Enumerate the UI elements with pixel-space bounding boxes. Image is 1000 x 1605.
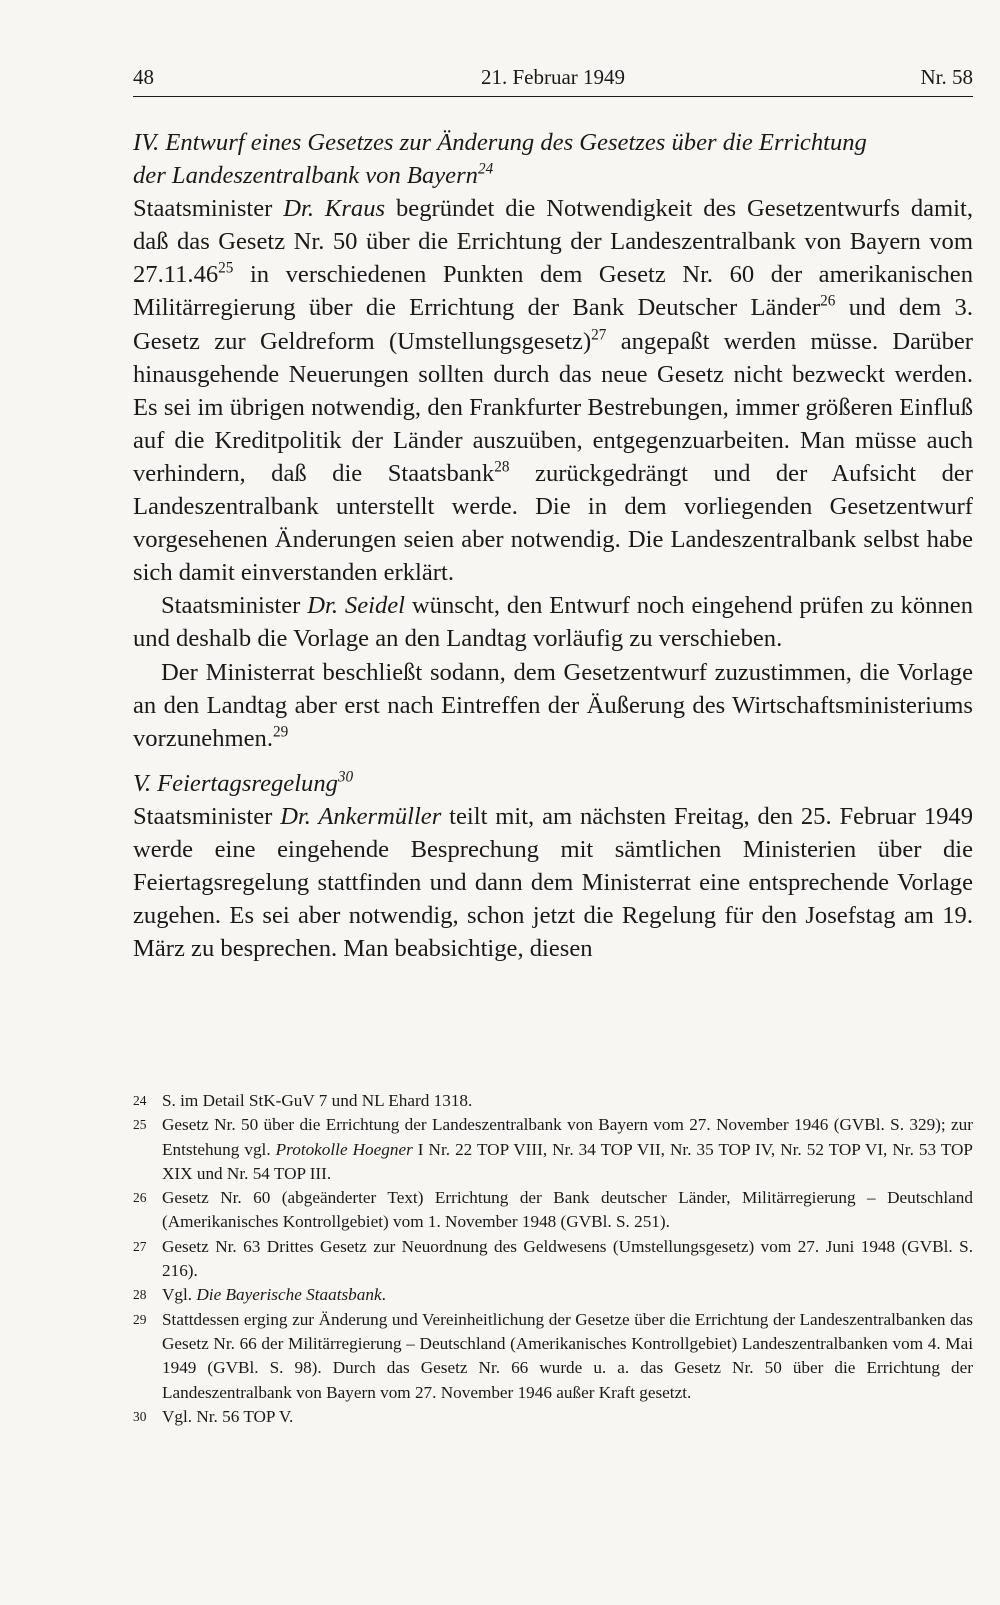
text-run: angepaßt werden müsse. Darüber hinausgehende Neuerungen sollten durch das neue Gesetz nicht bezweckt werden. Es sei im übrigen notwendig, den Frankfurter Bestrebungen, immer größeren Einfluß auf die Kreditpolitik der Länder auszuüben, entgegenzuarbeiten. Man müsse auch verhindern, daß die Staatsbank: [133, 327, 973, 487]
footnotes: [133, 1089, 973, 1429]
text-run: Staatsminister: [133, 195, 284, 223]
footnote-citation-title: Protokolle Hoegner: [275, 1139, 413, 1159]
footnote-24: [133, 1089, 973, 1113]
page-number: 48: [133, 65, 154, 89]
footnote-text: Vgl. Nr. 56 TOP V.: [162, 1406, 294, 1426]
text-run: Der Ministerrat beschließt sodann, dem Gesetzentwurf zuzustimmen, die Vorlage an den Landtag aber erst nach Eintreffen der Äußerung des Wirtschaftsministeriums vorzunehmen.: [133, 658, 973, 752]
footnote-number: 25: [133, 1117, 147, 1133]
minister-name-ankermueller: Dr. Ankermüller: [280, 802, 442, 830]
footnote-ref-24[interactable]: 24: [477, 160, 494, 178]
footnote-30: [133, 1405, 973, 1429]
footnote-number: 28: [133, 1287, 147, 1303]
footnote-number: 27: [133, 1238, 147, 1254]
header-date: 21. Februar 1949: [480, 65, 626, 89]
section-iv-paragraph-1: [133, 192, 973, 589]
footnote-text: Vgl.: [162, 1285, 197, 1305]
text-run: zurückgedrängt und der Aufsicht der Landeszentralbank unterstellt werde. Die in dem vorliegenden Gesetzentwurf vorgesehenen Änderungen seien aber notwendig. Die Landeszentralbank selbst habe sich damit einverstanden erklärt.: [133, 459, 974, 587]
footnote-text: I Nr. 22 TOP VIII, Nr. 34 TOP VII, Nr. 35 TOP IV, Nr. 52 TOP VI, Nr. 53 TOP XIX und Nr. 54 TOP III.: [162, 1139, 973, 1183]
footnote-text: Gesetz Nr. 60 (abgeänderter Text) Errichtung der Bank deutscher Länder, Militärregierung – Deutschland (Amerikanisches Kontrollgebiet) vom 1. November 1948 (GVBl. S. 251).: [162, 1188, 973, 1232]
footnote-number: 30: [133, 1408, 147, 1424]
footnote-ref-30[interactable]: 30: [337, 768, 354, 786]
section-v-heading-text: V. Feiertagsregelung: [133, 769, 338, 797]
text-run: Staatsminister: [133, 802, 281, 830]
minister-name-kraus: Dr. Kraus: [283, 195, 386, 223]
section-iv-paragraph-3: [133, 656, 973, 755]
header-rule: [133, 96, 973, 97]
footnote-number: 26: [133, 1190, 147, 1206]
footnote-number: 29: [133, 1311, 147, 1327]
text-run: in verschiedenen Punkten dem Gesetz Nr. 60 der amerikanischen Militärregierung über die Errichtung der Bank Deutscher Länder: [133, 261, 973, 322]
footnote-text: Gesetz Nr. 63 Drittes Gesetz zur Neuordnung des Geldwesens (Umstellungsgesetz) vom 27. Juni 1948 (GVBl. S. 216).: [162, 1236, 973, 1281]
minister-name-seidel: Dr. Seidel: [307, 592, 405, 620]
text-run: begründet die Notwendigkeit des Gesetzentwurfs damit, daß das Gesetz Nr. 50 über die Errichtung der Landeszentralbank von Bayern vom 27.11.46: [133, 195, 974, 289]
footnote-ref-28[interactable]: 28: [494, 458, 510, 476]
text-run: wünscht, den Entwurf noch eingehend prüfen zu können und deshalb die Vorlage an den Landtag vorläufig zu verschieben.: [133, 592, 974, 653]
footnote-text: .: [381, 1285, 386, 1305]
footnote-27: [133, 1235, 973, 1284]
footnote-text: Gesetz Nr. 50 über die Errichtung der Landeszentralbank von Bayern vom 27. November 1946 (GVBl. S. 329); zur Entstehung vgl.: [162, 1115, 973, 1159]
footnote-ref-27[interactable]: 27: [591, 326, 607, 344]
footnote-ref-29[interactable]: 29: [273, 723, 289, 741]
text-run: Staatsminister: [161, 592, 308, 620]
footnote-26: [133, 1186, 973, 1235]
footnote-text: S. im Detail StK-GuV 7 und NL Ehard 1318.: [162, 1091, 473, 1110]
footnote-28: [133, 1283, 973, 1307]
footnote-number: 24: [133, 1093, 147, 1108]
footnote-text: Stattdessen erging zur Änderung und Vereinheitlichung der Gesetze über die Errichtung der Landeszentralbanken das Gesetz Nr. 66 der Militärregierung – Deutschland (Amerikanisches Kontrollgebiet) Landeszentralbanken vom 4. Mai 1949 (GVBl. S. 98). Durch das Gesetz Nr. 66 wurde u. a. das Gesetz Nr. 50 über die Errichtung der Landeszentralbank von Bayern vom 27. November 1946 außer Kraft gesetzt.: [162, 1309, 973, 1402]
section-iv-heading-line1: IV. Entwurf eines Gesetzes zur Änderung des Gesetzes über die Errichtung: [133, 129, 867, 156]
section-iv-heading-line2: der Landeszentralbank von Bayern: [133, 162, 478, 190]
protocol-number: Nr. 58: [920, 65, 973, 89]
section-v-heading: [133, 767, 973, 800]
running-header: [133, 62, 973, 96]
footnote-citation-title: Die Bayerische Staatsbank: [196, 1285, 382, 1305]
section-iv-paragraph-2: [133, 589, 973, 655]
footnote-ref-25[interactable]: 25: [218, 259, 234, 277]
section-v-paragraph-1: [133, 800, 973, 965]
text-run: und dem 3. Gesetz zur Geldreform (Umstellungsgesetz): [133, 294, 973, 355]
footnote-29: [133, 1308, 973, 1405]
main-text: [133, 126, 973, 965]
footnote-25: [133, 1113, 973, 1186]
section-iv-heading: [133, 126, 973, 192]
text-run: teilt mit, am nächsten Freitag, den 25. Februar 1949 werde eine eingehende Besprechung mit sämtlichen Ministerien über die Feiertagsregelung stattfinden und dann dem Ministerrat eine entsprechende Vorlage zugehen. Es sei aber notwendig, schon jetzt die Regelung für den Josefstag am 19. März zu besprechen. Man beabsichtige, diesen: [133, 802, 974, 963]
footnote-ref-26[interactable]: 26: [820, 293, 836, 311]
